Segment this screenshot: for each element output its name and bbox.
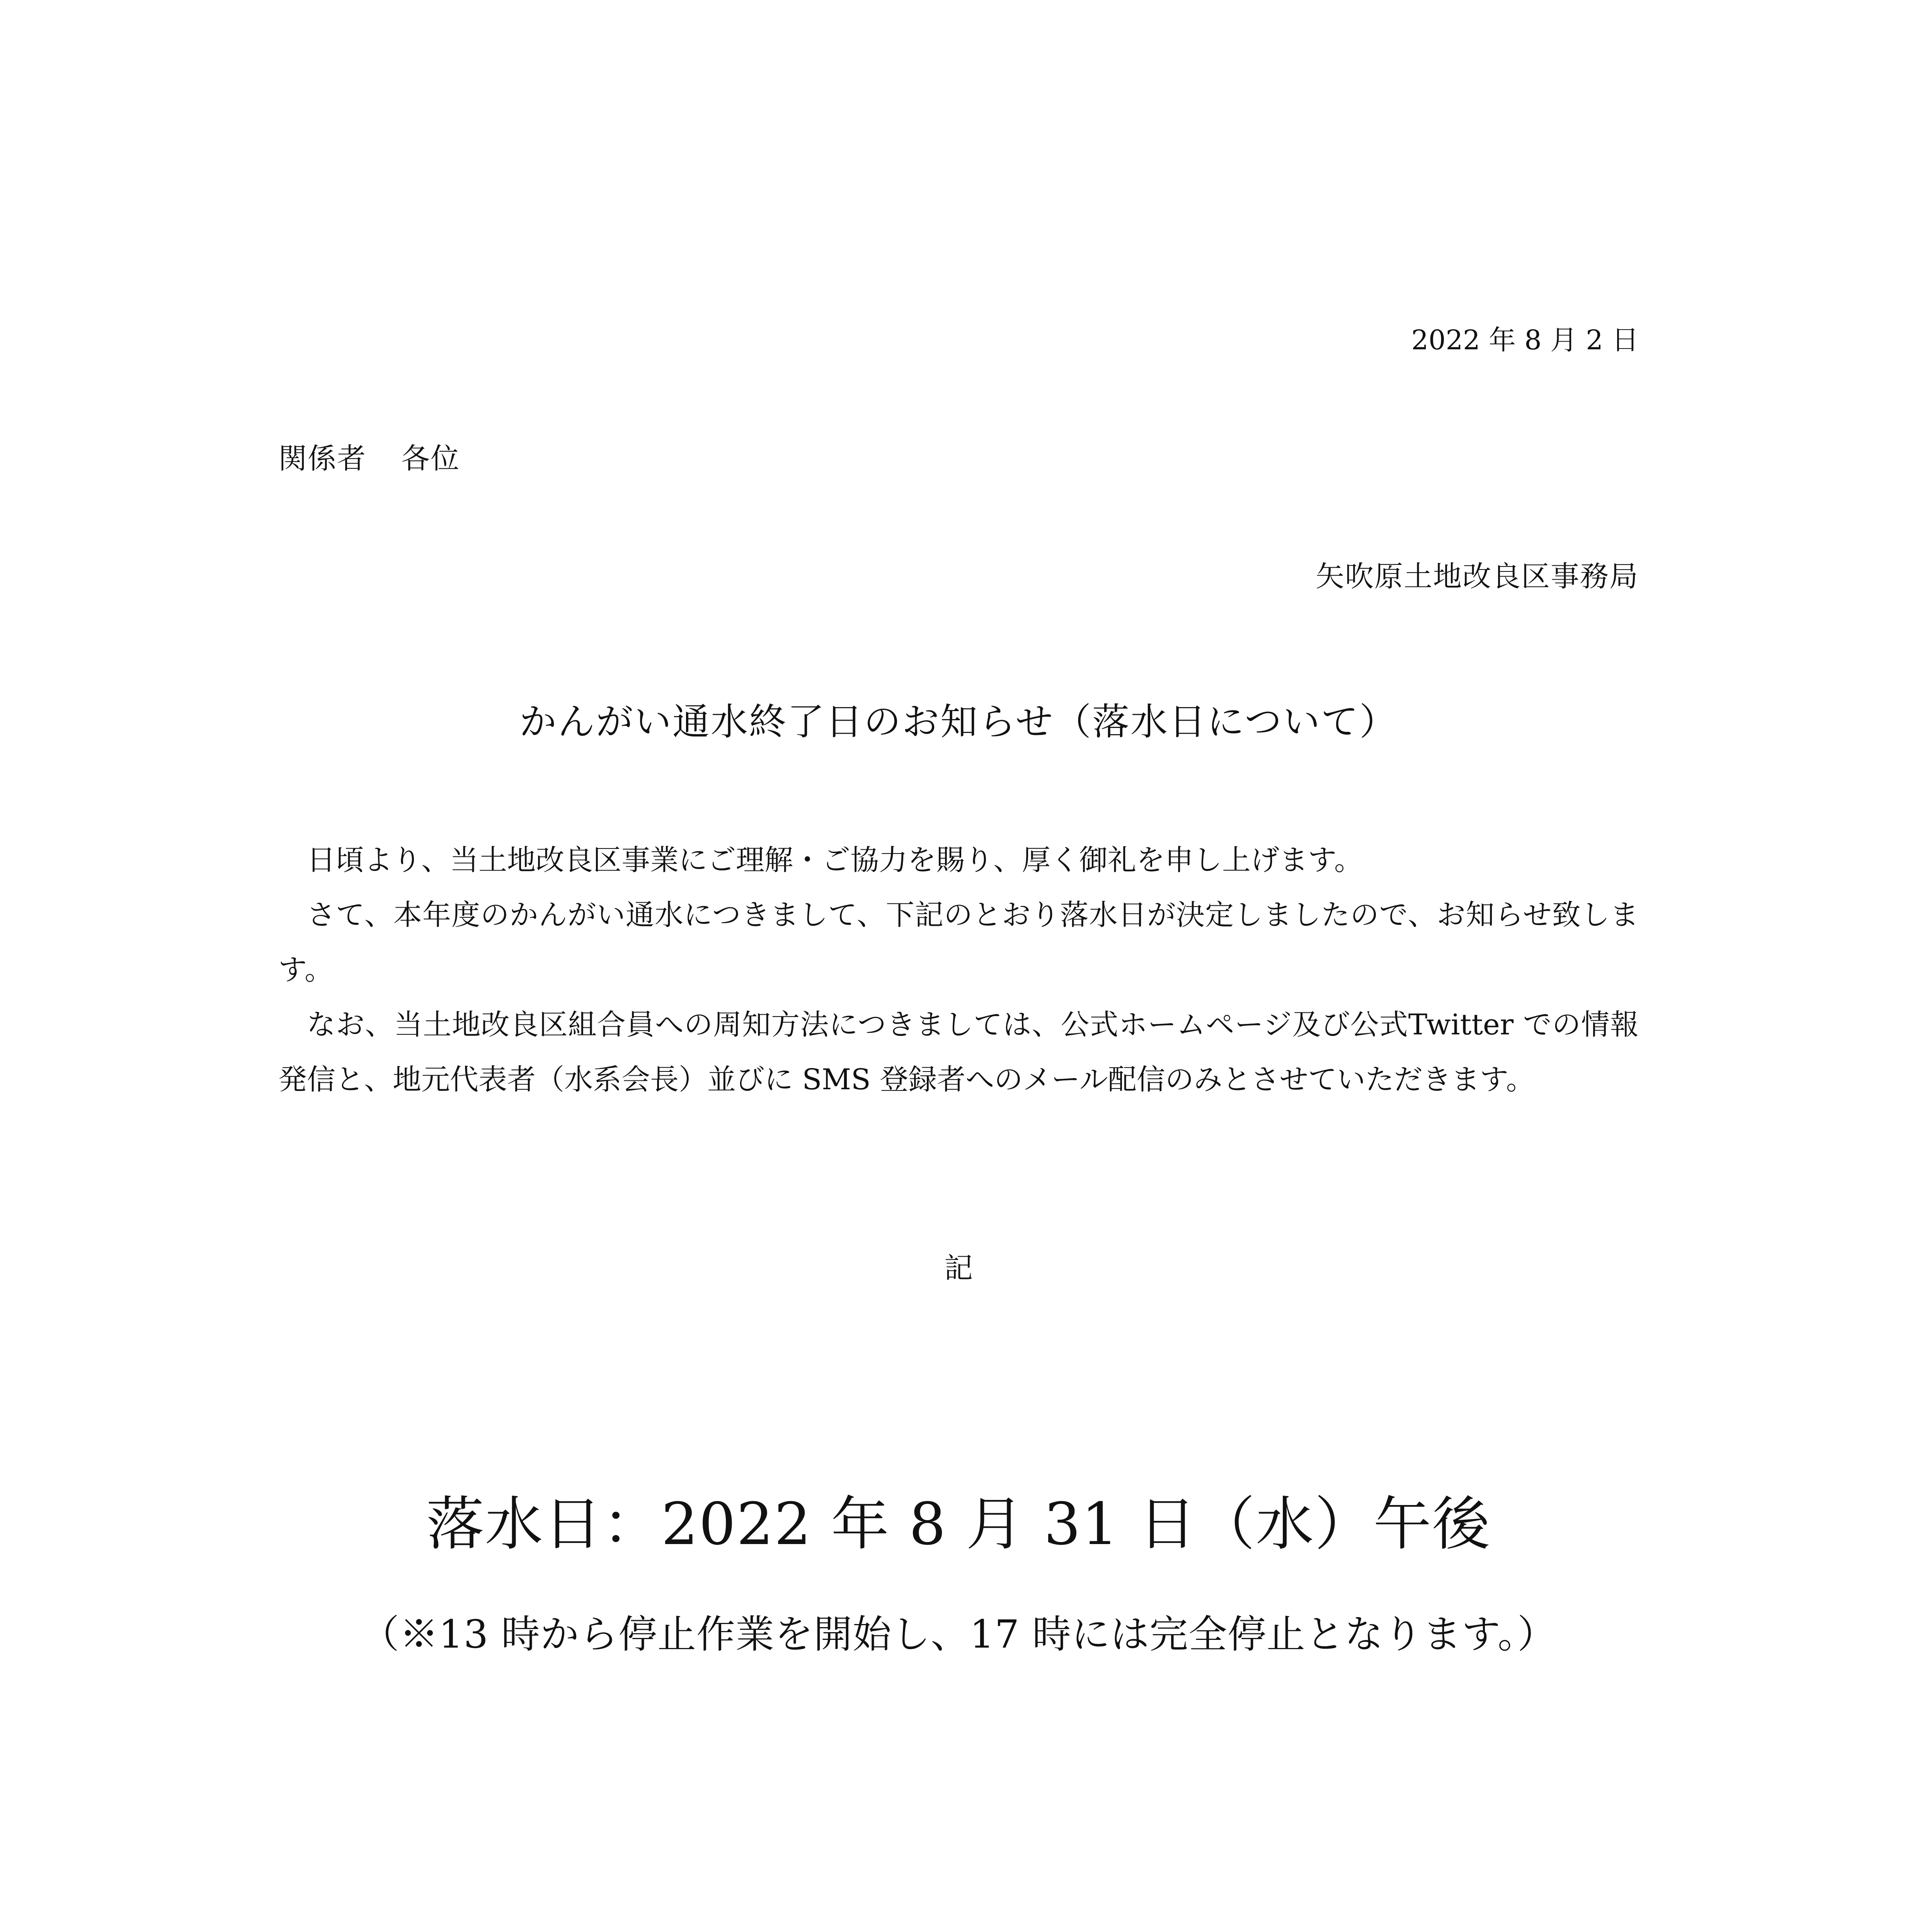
drainage-note: （※13 時から停止作業を開始し、17 時には完全停止となります。） (360, 1612, 1557, 1657)
document-title: かんがい通水終了日のお知らせ（落水日について） (519, 700, 1398, 743)
document-date: 2022 年 8 月 2 日 (1411, 324, 1639, 356)
recipient-name: 関係者 (278, 442, 366, 475)
body-paragraph-notification-method: なお、当土地改良区組合員への周知方法につきましては、公式ホームページ及び公式Twitter での情報発信と、地元代表者（水系会長）並びに SMS 登録者へのメール配信のみとさせていただきます。 (278, 1008, 1639, 1096)
document-body (278, 833, 1639, 1107)
recipient-honorific: 各位 (401, 442, 460, 475)
recipient-line (278, 444, 460, 473)
sender-name: 矢吹原土地改良区事務局 (1316, 560, 1639, 593)
ki-heading: 記 (944, 1252, 973, 1285)
body-paragraph-greeting: 日頃より、当土地改良区事業にご理解・ご協力を賜り、厚く御礼を申し上げます。 (307, 844, 1363, 877)
drainage-date: 落水日：2022 年 8 月 31 日（水）午後 (426, 1491, 1491, 1558)
body-paragraph-announcement: さて、本年度のかんがい通水につきまして、下記のとおり落水日が決定しましたので、お知らせ致します。 (278, 898, 1639, 986)
